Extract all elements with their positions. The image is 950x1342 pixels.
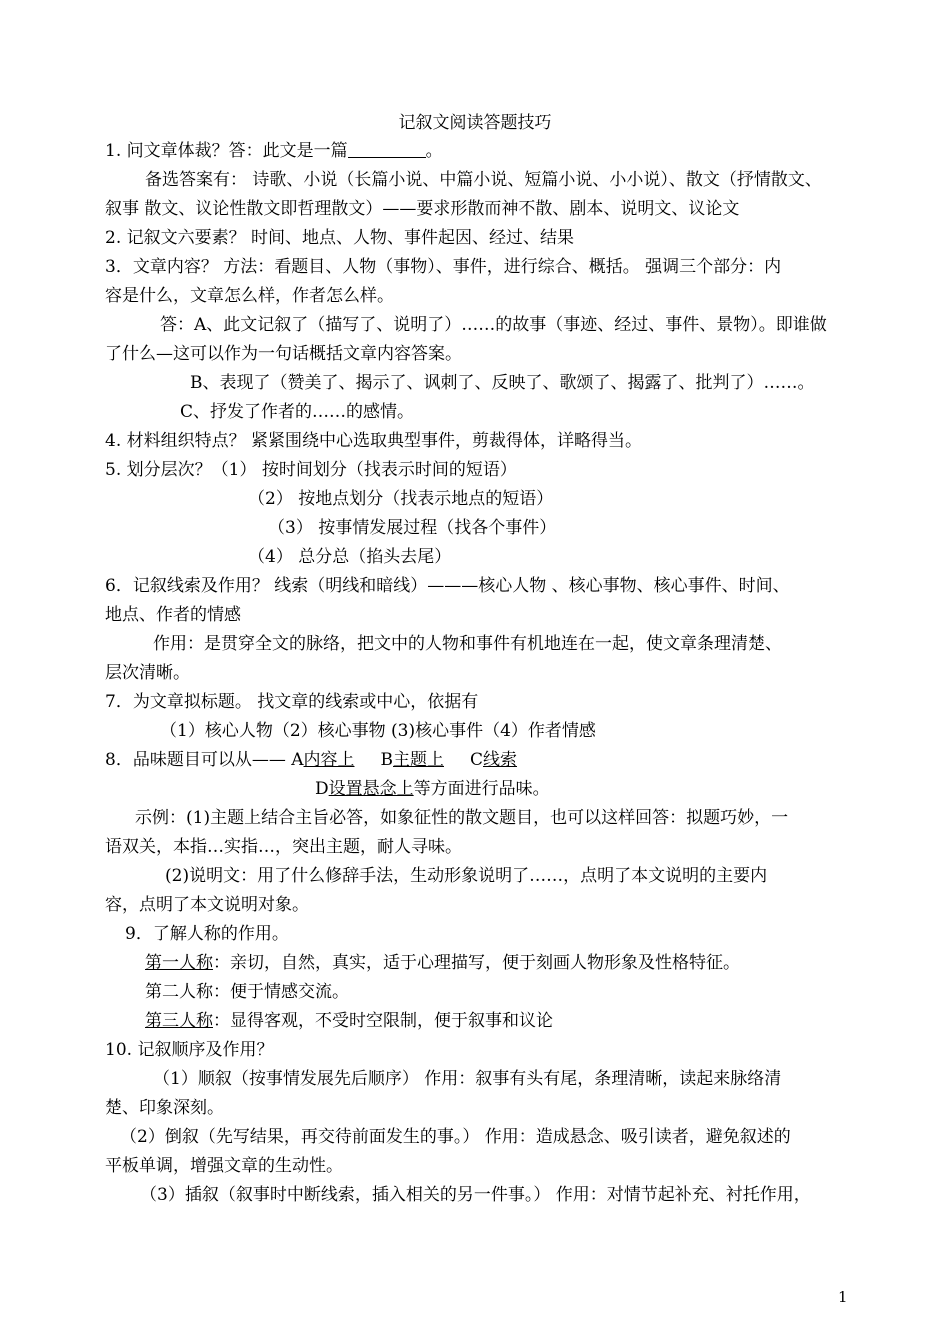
text-line: 作用：是贯穿全文的脉络，把文中的人物和事件有机地连在一起，使文章条理清楚、 [153,634,782,654]
q1-line [105,140,443,162]
text-line: （3）插叙（叙事时中断线索，插入相关的另一件事。） 作用：对情节起补充、衬托作用， [140,1185,811,1205]
text-line: 楚、印象深刻。 [105,1098,224,1118]
text-line: 7．为文章拟标题。 找文章的线索或中心，依据有 [105,692,479,712]
text-line: （2） 按地点划分（找表示地点的短语） [248,489,554,509]
q1-end: 。 [425,141,443,161]
text-line: （3） 按事情发展过程（找各个事件） [268,518,557,538]
text-line: 了什么—这可以作为一句话概括文章内容答案。 [105,344,462,364]
q8-line [105,749,517,771]
q8-line-2 [315,778,550,800]
text-span: ：显得客观，不受时空限制，便于叙事和议论 [213,1011,553,1031]
underlined-term: 第三人称 [145,1011,213,1031]
text-line: 第二人称：便于情感交流。 [145,982,349,1002]
third-person-line [145,1010,553,1032]
text-line: 地点、作者的情感 [105,605,241,625]
text-span: B [380,750,393,770]
text-line: 答：A、此文记叙了（描写了、说明了）……的故事（事迹、经过、事件、景物）。即谁做 [160,315,827,335]
text-line: 2. 记叙文六要素？ 时间、地点、人物、事件起因、经过、结果 [105,228,575,248]
text-line: (2)说明文：用了什么修辞手法，生动形象说明了……，点明了本文说明的主要内 [165,866,768,886]
text-line: 备选答案有： 诗歌、小说（长篇小说、中篇小说、短篇小说、小小说）、散文（抒情散文、 [145,170,822,190]
text-span: C [470,750,484,770]
text-line: （1）顺叙（按事情发展先后顺序） 作用：叙事有头有尾，条理清晰，读起来脉络清 [153,1069,782,1089]
underlined-term: 第一人称 [145,953,213,973]
q1-text: 1. 问文章体裁？答：此文是一篇 [105,141,348,161]
text-line: 平板单调，增强文章的生动性。 [105,1156,343,1176]
answer-blank [348,141,426,158]
first-person-line [145,952,740,974]
text-line: 示例：(1)主题上结合主旨必答，如象征性的散文题目，也可以这样回答：拟题巧妙，一 [135,808,789,828]
text-line: 10. 记叙顺序及作用？ [105,1040,274,1060]
text-line: 叙事 散文、议论性散文即哲理散文）——要求形散而神不散、剧本、说明文、议论文 [105,199,740,219]
underlined-term: 内容上 [303,750,355,770]
underlined-term: 主题上 [393,750,444,770]
page-number: 1 [838,1288,848,1306]
text-line: （4） 总分总（掐头去尾） [248,547,452,567]
text-line: B、表现了（赞美了、揭示了、讽刺了、反映了、歌颂了、揭露了、批判了）……。 [190,373,815,393]
text-line: （1）核心人物（2）核心事物 (3)核心事件（4）作者情感 [160,721,596,741]
underlined-term: 设置悬念上 [328,779,414,799]
text-span: D [315,779,329,799]
text-line: 5. 划分层次？（1） 按时间划分（找表示时间的短语） [105,460,517,480]
text-line: 3．文章内容？ 方法：看题目、人物（事物）、事件，进行综合、概括。 强调三个部分：内 [105,257,782,277]
text-line: （2）倒叙（先写结果，再交待前面发生的事。） 作用：造成悬念、吸引读者，避免叙述的 [120,1127,791,1147]
text-line: 容，点明了本文说明对象。 [105,895,309,915]
document-title: 记叙文阅读答题技巧 [398,113,552,133]
text-line: 语双关，本指…实指…，突出主题，耐人寻味。 [105,837,462,857]
text-span: 等方面进行品味。 [413,779,550,799]
text-line: C、抒发了作者的……的感情。 [180,402,415,422]
text-line: 6．记叙线索及作用？ 线索（明线和暗线）———核心人物 、核心事物、核心事件、时间、 [105,576,790,596]
text-line: 层次清晰。 [105,663,190,683]
underlined-term: 线索 [483,750,518,770]
text-line: 容是什么，文章怎么样，作者怎么样。 [105,286,394,306]
text-line: 9．了解人称的作用。 [125,924,289,944]
text-span: 8．品味题目可以从—— A [105,750,304,770]
text-line: 4. 材料组织特点？ 紧紧围绕中心选取典型事件，剪裁得体，详略得当。 [105,431,643,451]
text-span: ：亲切，自然，真实，适于心理描写，便于刻画人物形象及性格特征。 [213,953,740,973]
